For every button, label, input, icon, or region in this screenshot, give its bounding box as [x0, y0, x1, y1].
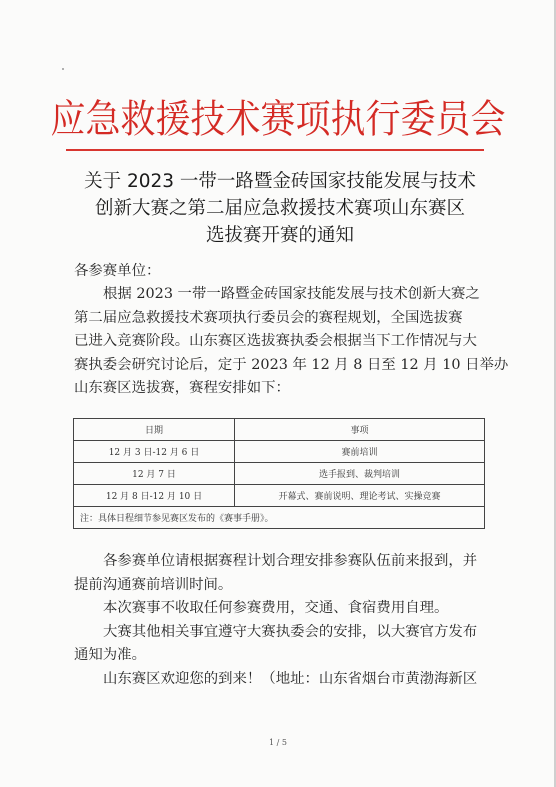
table-note-row	[74, 507, 485, 529]
table-header-row	[74, 419, 485, 441]
table-cell-date: 12 月 8 日-12 月 10 日	[74, 485, 235, 507]
paragraph-line: 通知为准。	[74, 647, 146, 663]
title-line: 选拔赛开赛的通知	[205, 225, 354, 246]
page-number: 1 / 5	[269, 738, 287, 747]
table-cell-item: 开幕式、赛前说明、理论考试、实操竞赛	[235, 485, 485, 507]
paragraph-line: 根据 2023 一带一路暨金砖国家技能发展与技术创新大赛之	[103, 286, 480, 302]
paragraph-line: 提前沟通赛前培训时间。	[74, 576, 233, 593]
scan-speck	[62, 68, 64, 70]
paragraph-line: 大赛其他相关事宜遵守大赛执委会的安排，以大赛官方发布	[103, 623, 478, 640]
header-red-rule	[66, 149, 484, 151]
salutation	[74, 260, 494, 284]
paragraph-intro	[74, 283, 509, 401]
table-row	[74, 463, 485, 485]
table-note: 注：具体日程细节参见赛区发布的《赛事手册》。	[74, 507, 485, 529]
paragraph-closing	[74, 550, 494, 691]
paragraph-line: 已进入竞赛阶段。山东赛区选拔赛执委会根据当下工作情况与大	[74, 333, 477, 349]
table-cell-date: 12 月 3 日-12 月 6 日	[74, 441, 235, 463]
paragraph-line: 赛执委会研究讨论后，定于 2023 年 12 月 8 日至 12 月 10 日举办	[74, 356, 509, 373]
schedule-table	[73, 418, 485, 529]
table-header-cell: 日期	[74, 419, 235, 441]
table-cell-date: 12 月 7 日	[74, 463, 235, 485]
title-line: 创新大赛之第二届应急救援技术赛项山东赛区	[94, 198, 465, 219]
table-cell-item: 选手报到、裁判培训	[235, 463, 485, 485]
document-title	[60, 168, 500, 249]
table-header-cell: 事项	[235, 419, 485, 441]
paragraph-line: 各参赛单位请根据赛程计划合理安排参赛队伍前来报到，并	[103, 553, 478, 569]
paragraph-line: 本次赛事不收取任何参赛费用，交通、食宿费用自理。	[103, 600, 449, 616]
table-row	[74, 441, 485, 463]
org-header-title: 应急救援技术赛项执行委员会	[50, 97, 506, 143]
paragraph-line: 山东赛区选拔赛，赛程安排如下：	[74, 380, 290, 396]
title-line: 关于 2023 一带一路暨金砖国家技能发展与技术	[84, 171, 476, 192]
table-row	[74, 485, 485, 507]
paragraph-line: 第二届应急救援技术赛项执行委员会的赛程规划，全国选拔赛	[74, 309, 463, 326]
table-cell-item: 赛前培训	[235, 441, 485, 463]
paragraph-line: 山东赛区欢迎您的到来！（地址：山东省烟台市黄渤海新区	[103, 670, 478, 687]
salutation-text: 各参赛单位：	[74, 263, 161, 279]
